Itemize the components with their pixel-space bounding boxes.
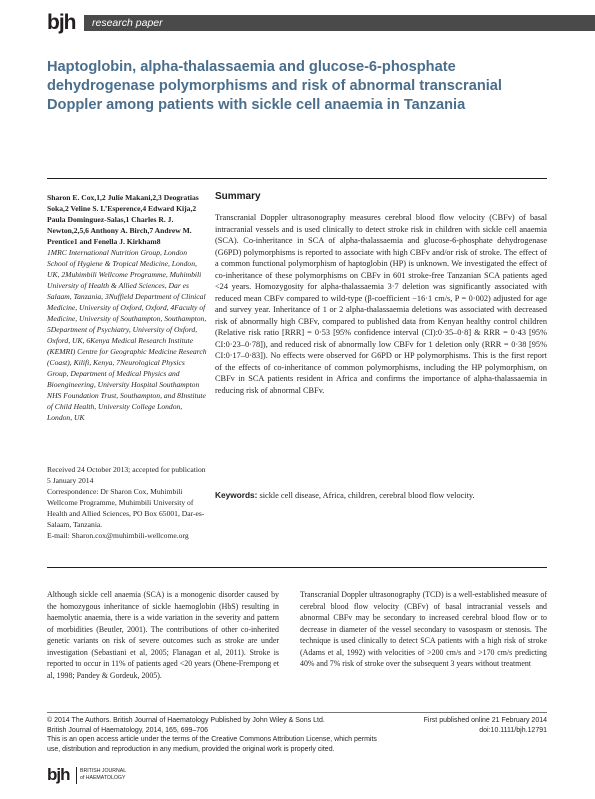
body-column-right: Transcranial Doppler ultrasonography (TCD) is a well-established measure of cerebral blood flow velocity (CBFv) of basal intracranial vessels and abnormal CBFv may be secondary to increased cerebral blood flow or to decrease in diameter of the vessel secondary to vasospasm or stenosis. The technique is used clinically to detect SCA patients with a high risk of stroke (Adams et al, 1992) with velocities of >200 cm/s and >170 cm/s predicting 40% and 7% risk of stroke over the subsequent 3 years without treatment	[300, 590, 547, 668]
keywords-value: sickle cell disease, Africa, children, cerebral blood flow velocity.	[259, 491, 475, 500]
footer-publication-info	[390, 716, 547, 735]
footer-logo-sub-1: BRITISH JOURNAL	[80, 768, 127, 774]
body-column-left: Although sickle cell anaemia (SCA) is a monogenic disorder caused by the homozygous inheritance of sickle haemoglobin (HbS) resulting in haemolytic anaemia, there is a wide variation in the severity and pattern of morbidities (Beutler, 2001). The contributions of other co-inherited genetic variants on risk of severe outcomes such as stroke are under investigation (Sebastiani et al, 2005; Flanagan et al, 2011). Stroke is reported to occur in 11% of patients aged <20 years (Ohene-Frempong et al, 1998; Pandey & Gordeuk, 2005).	[47, 590, 279, 680]
email-link[interactable]: E-mail: Sharon.cox@muhimbili-wellcome.org	[47, 531, 189, 540]
footer-logo-separator	[76, 767, 77, 784]
footer-line-3: This is an open access article under the terms of the Creative Commons Attribution License, which permits	[47, 736, 377, 743]
footer-copyright	[47, 716, 417, 754]
footer-line-4: use, distribution and reproduction in any medium, provided the original work is properly cited.	[47, 745, 335, 753]
title-divider	[47, 178, 547, 179]
footer-logo-sub-2: of HAEMATOLOGY	[80, 774, 126, 781]
author-names: Sharon E. Cox,1,2 Julie Makani,2,3 Deogratias Soka,2 Veline S. L’Esperence,4 Edward Kija,2 Paula Dominguez-Salas,1 Charles R. J. Newton,2,5,6 Anthony A. Birch,7 Andrew M. Prentice1 and Fenella J. Kirkham8	[47, 193, 199, 246]
doi[interactable]: doi:10.1111/bjh.12791	[479, 726, 547, 734]
correspondence: Correspondence: Dr Sharon Cox, Muhimbili Wellcome Programme, Muhimbili University of Health and Allied Sciences, PO Box 65001, Dar-es-Salaam, Tanzania.	[47, 487, 205, 529]
footer-line-1: © 2014 The Authors. British Journal of Haematology Published by John Wiley & Sons Ltd.	[47, 717, 325, 724]
first-published: First published online 21 February 2014	[423, 717, 547, 724]
footer-journal-logo: bjh	[47, 765, 70, 784]
keywords	[215, 490, 547, 502]
summary-text: Transcranial Doppler ultrasonography measures cerebral blood flow velocity (CBFv) of basal intracranial vessels and is used clinically to detect stroke risk in children with sickle cell anaemia (SCA). Co-inheritance in SCA of alpha-thalassaemia and glucose-6-phosphate dehydrogenase (G6PD) polymorphisms is reported to associate with high CBFv and/or risk of stroke. The effect of a common functional polymorphism of haptoglobin (HP) is unknown. We investigated the effect of co-inheritance of these polymorphisms on CBFv in 601 stroke-free Tanzanian SCA patients aged <24 years. Homozygosity for alpha-thalassaemia 3·7 deletion was significantly associated with reduced mean CBFv compared to wild-type (β-coefficient −16·1 cm/s, P = 0·002) adjusted for age and survey year. Inheritance of 1 or 2 alpha-thalassaemia deletions was associated with decreased risk of abnormally high CBFv, compared to published data from Kenyan healthy control children (Relative risk ratio [RRR] = 0·53 [95% confidence interval (CI):0·35–0·8] & RRR = 0·43 [95% CI:0·23–0·78]), and reduced risk of abnormally low CBFv for 1 deletion only (RRR = 0·38 [95% CI:0·17–0·83]). No effects were observed for G6PD or HP polymorphisms. This is the first report of the effects of co-inheritance of common polymorphisms, including the HP polymorphism, on CBFv in SCA patients resident in Africa and confirms the importance of alpha-thalassaemia in reducing risk of abnormal CBFv.	[215, 213, 547, 395]
keywords-label: Keywords:	[215, 490, 258, 500]
author-affiliations: 1MRC International Nutrition Group, London School of Hygiene & Tropical Medicine, London, UK, 2Muhimbili Wellcome Programme, Muhimbili University of Health & Allied Sciences, Dar es Salaam, Tanzania, 3Nuffield Department of Clinical Medicine, University of Oxford, Oxford, 4Faculty of Medicine, University of Southampton, Southampton, 5Department of Psychiatry, University of Oxford, Oxford, UK, 6Kenya Medical Research Institute (KEMRI) Centre for Geographic Medicine Research (Coast), Kilifi, Kenya, 7Neurological Physics Group, Department of Medical Physics and Bioengineering, University Hospital Southampton NHS Foundation Trust, Southampton, and 8Institute of Child Health, University College London, London, UK	[47, 248, 207, 422]
author-block	[47, 192, 207, 423]
footer-divider	[47, 712, 547, 713]
journal-logo: bjh	[47, 11, 76, 34]
article-dates	[47, 464, 207, 541]
footer-logo-subtitle	[80, 768, 126, 781]
received-date: Received 24 October 2013; accepted for publication 5 January 2014	[47, 465, 206, 485]
summary-heading: Summary	[215, 191, 261, 202]
section-label: research paper	[92, 17, 163, 29]
section-divider	[47, 567, 547, 568]
article-title: Haptoglobin, alpha-thalassaemia and glucose-6-phosphate dehydrogenase polymorphisms and risk of abnormal transcranial Doppler among patients with sickle cell anaemia in Tanzania	[47, 59, 502, 113]
footer-line-2: British Journal of Haematology, 2014, 165, 699–706	[47, 726, 208, 734]
